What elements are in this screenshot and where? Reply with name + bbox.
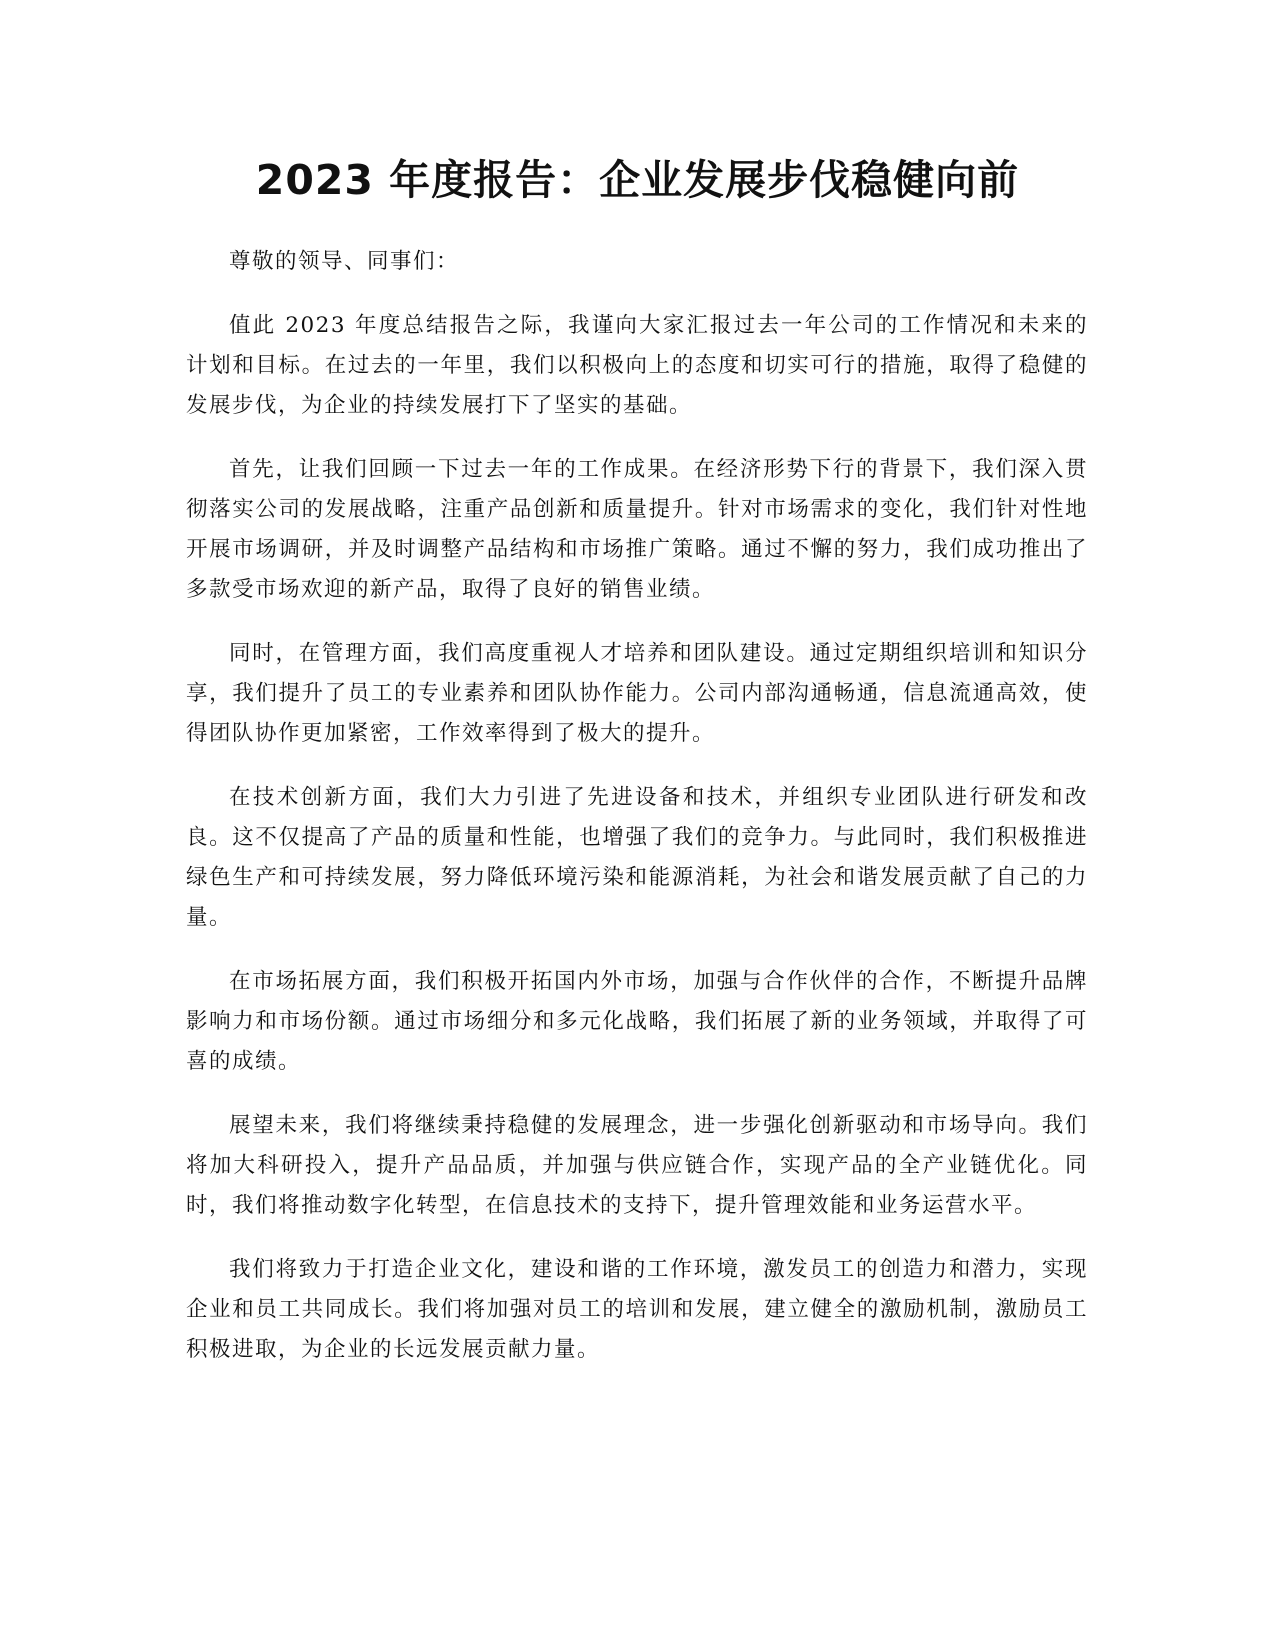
management-paragraph: 同时，在管理方面，我们高度重视人才培养和团队建设。通过定期组织培训和知识分享，我们提升了员工的专业素养和团队协作能力。公司内部沟通畅通，信息流通高效，使得团队协作更加紧密，工作效率得到了极大的提升。 bbox=[186, 641, 1088, 746]
outlook-paragraph: 展望未来，我们将继续秉持稳健的发展理念，进一步强化创新驱动和市场导向。我们将加大科研投入，提升产品品质，并加强与供应链合作，实现产品的全产业链优化。同时，我们将推动数字化转型，在信息技术的支持下，提升管理效能和业务运营水平。 bbox=[186, 1113, 1088, 1218]
document-title: 2023 年度报告：企业发展步伐稳健向前 bbox=[255, 156, 1020, 204]
technology-paragraph: 在技术创新方面，我们大力引进了先进设备和技术，并组织专业团队进行研发和改良。这不仅提高了产品的质量和性能，也增强了我们的竞争力。与此同时，我们积极推进绿色生产和可持续发展，努力降低环境污染和能源消耗，为社会和谐发展贡献了自己的力量。 bbox=[186, 785, 1088, 930]
intro-paragraph: 值此 2023 年度总结报告之际，我谨向大家汇报过去一年公司的工作情况和未来的计划和目标。在过去的一年里，我们以积极向上的态度和切实可行的措施，取得了稳健的发展步伐，为企业的持续发展打下了坚实的基础。 bbox=[186, 313, 1088, 418]
achievements-paragraph: 首先，让我们回顾一下过去一年的工作成果。在经济形势下行的背景下，我们深入贯彻落实公司的发展战略，注重产品创新和质量提升。针对市场需求的变化，我们针对性地开展市场调研，并及时调整产品结构和市场推广策略。通过不懈的努力，我们成功推出了多款受市场欢迎的新产品，取得了良好的销售业绩。 bbox=[186, 457, 1088, 602]
market-paragraph: 在市场拓展方面，我们积极开拓国内外市场，加强与合作伙伴的合作，不断提升品牌影响力和市场份额。通过市场细分和多元化战略，我们拓展了新的业务领域，并取得了可喜的成绩。 bbox=[186, 969, 1088, 1074]
salutation-paragraph: 尊敬的领导、同事们： bbox=[229, 249, 460, 274]
document-body bbox=[186, 242, 1088, 1394]
culture-paragraph: 我们将致力于打造企业文化，建设和谐的工作环境，激发员工的创造力和潜力，实现企业和员工共同成长。我们将加强对员工的培训和发展，建立健全的激励机制，激励员工积极进取，为企业的长远发展贡献力量。 bbox=[186, 1257, 1088, 1362]
